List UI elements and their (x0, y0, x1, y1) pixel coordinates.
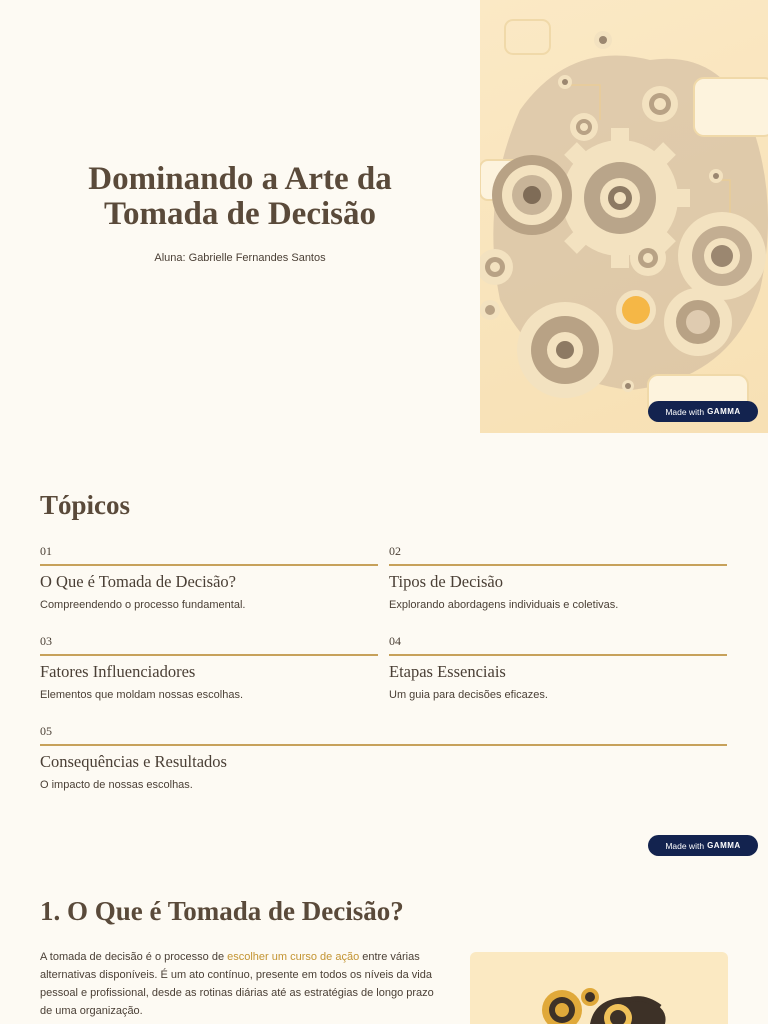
topic-divider (389, 654, 727, 656)
topic-number: 02 (389, 544, 401, 558)
topic-description: Um guia para decisões eficazes. (389, 689, 548, 701)
made-with-gamma-badge[interactable] (648, 835, 758, 856)
highlight-link[interactable]: escolher um curso de ação (227, 951, 360, 963)
topic-title: Tipos de Decisão (389, 572, 503, 591)
topic-divider (40, 744, 727, 746)
topic-title: Etapas Essenciais (389, 662, 506, 681)
topic-title: O Que é Tomada de Decisão? (40, 572, 237, 591)
topic-description: Compreendendo o processo fundamental. (40, 599, 246, 611)
topic-item-2 (389, 544, 727, 611)
topic-description: Elementos que moldam nossas escolhas. (40, 689, 243, 701)
title-slide (0, 0, 768, 433)
badge-prefix: Made with (665, 840, 705, 851)
author-subtitle: Aluna: Gabrielle Fernandes Santos (154, 252, 326, 264)
topic-number: 01 (40, 544, 52, 558)
topic-divider (40, 564, 378, 566)
paragraph-text: entre várias alternativas disponíveis. É um ato contínuo, presente em todos os níveis da vida pessoal e profissional, desde as rotinas diárias até as estratégias de longo prazo de uma organização. (40, 951, 434, 1017)
topics-heading: Tópicos (40, 490, 131, 520)
page-title (40, 162, 440, 232)
badge-brand: GAMMA (707, 407, 741, 416)
topic-title: Fatores Influenciadores (40, 662, 196, 681)
topic-item-1 (40, 544, 378, 611)
title-line-2: Tomada de Decisão (104, 196, 376, 232)
badge-prefix: Made with (665, 406, 705, 417)
gears-illustration-icon (480, 0, 768, 433)
topic-description: Explorando abordagens individuais e coletivas. (389, 599, 619, 611)
title-line-1: Dominando a Arte da (88, 161, 392, 197)
topic-number: 05 (40, 724, 52, 738)
topic-divider (40, 654, 378, 656)
badge-brand: GAMMA (707, 841, 741, 850)
topic-number: 04 (389, 634, 401, 648)
gears-head-illustration-icon (470, 952, 728, 1024)
section-heading: 1. O Que é Tomada de Decisão? (40, 896, 404, 926)
topic-number: 03 (40, 634, 52, 648)
topic-item-5 (40, 724, 727, 791)
topic-title: Consequências e Resultados (40, 752, 227, 771)
topic-item-4 (389, 634, 727, 701)
topic-item-3 (40, 634, 378, 701)
section-paragraph (40, 948, 440, 1020)
paragraph-text: A tomada de decisão é o processo de (40, 951, 228, 963)
made-with-gamma-badge[interactable] (648, 401, 758, 422)
topic-divider (389, 564, 727, 566)
topic-description: O impacto de nossas escolhas. (40, 779, 193, 791)
